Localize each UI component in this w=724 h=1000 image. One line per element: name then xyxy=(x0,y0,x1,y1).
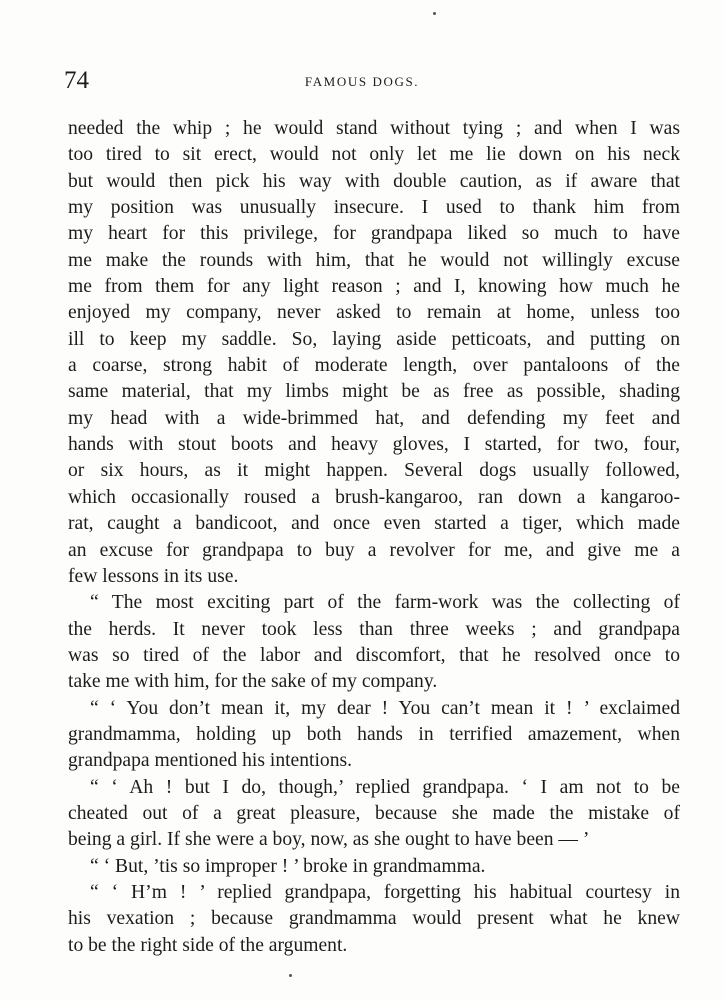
text-line: hands with stout boots and heavy gloves, I started, for two, four, xyxy=(68,434,680,456)
text-line: being a girl. If she were a boy, now, as she ought to have been — ’ xyxy=(68,829,590,851)
text-line: too tired to sit erect, would not only let me lie down on his neck xyxy=(68,144,680,166)
text-line: which occasionally roused a brush-kangaroo, ran down a kangaroo- xyxy=(68,486,680,508)
body-text xyxy=(68,116,680,959)
text-line: “ ‘ Ah ! but I do, though,’ replied grandpapa. ‘ I am not to be xyxy=(90,776,680,798)
text-line: ill to keep my saddle. So, laying aside petticoats, and putting on xyxy=(68,328,680,350)
text-line: the herds. It never took less than three weeks ; and grandpapa xyxy=(68,618,680,640)
text-line: his vexation ; because grandmamma would present what he knew xyxy=(68,908,680,930)
text-line: or six hours, as it might happen. Several dogs usually followed, xyxy=(68,460,680,482)
text-line: “ ‘ You don’t mean it, my dear ! You can’t mean it ! ’ exclaimed xyxy=(90,697,680,719)
page-number: 74 xyxy=(64,67,89,94)
text-line: to be the right side of the argument. xyxy=(68,934,348,956)
text-line: but would then pick his way with double caution, as if aware that xyxy=(68,170,680,192)
text-line: few lessons in its use. xyxy=(68,565,239,587)
text-line: needed the whip ; he would stand without tying ; and when I was xyxy=(68,118,680,139)
text-line: same material, that my limbs might be as free as possible, shading xyxy=(68,381,680,403)
text-line: “ The most exciting part of the farm-work was the collecting of xyxy=(90,592,680,614)
running-title: FAMOUS DOGS. xyxy=(304,74,420,89)
text-line: rat, caught a bandicoot, and once even started a tiger, which made xyxy=(68,513,680,535)
text-line: me from them for any light reason ; and I, knowing how much he xyxy=(68,276,680,298)
text-line: cheated out of a great pleasure, because she made the mistake of xyxy=(68,802,680,824)
text-line: an excuse for grandpapa to buy a revolver for me, and give me a xyxy=(68,539,680,561)
paper-speck xyxy=(433,12,436,15)
text-line: my position was unusually insecure. I used to thank him from xyxy=(68,197,680,219)
text-line: grandmamma, holding up both hands in terrified amazement, when xyxy=(68,723,680,745)
text-line: my head with a wide-brimmed hat, and defending my feet and xyxy=(68,407,680,429)
text-line: grandpapa mentioned his intentions. xyxy=(68,750,353,772)
paper-speck xyxy=(289,974,292,977)
text-line: enjoyed my company, never asked to remain at home, unless too xyxy=(68,302,680,324)
text-line: was so tired of the labor and discomfort, that he resolved once to xyxy=(68,644,680,666)
text-line: my heart for this privilege, for grandpapa liked so much to have xyxy=(68,223,680,245)
text-line: a coarse, strong habit of moderate length, over pantaloons of the xyxy=(68,355,680,377)
text-line: me make the rounds with him, that he would not willingly excuse xyxy=(68,249,680,271)
text-line: “ ‘ But, ’tis so improper ! ’ broke in grandmamma. xyxy=(90,855,486,877)
text-line: “ ‘ H’m ! ’ replied grandpapa, forgetting his habitual courtesy in xyxy=(90,881,680,903)
text-line: take me with him, for the sake of my company. xyxy=(68,671,438,693)
